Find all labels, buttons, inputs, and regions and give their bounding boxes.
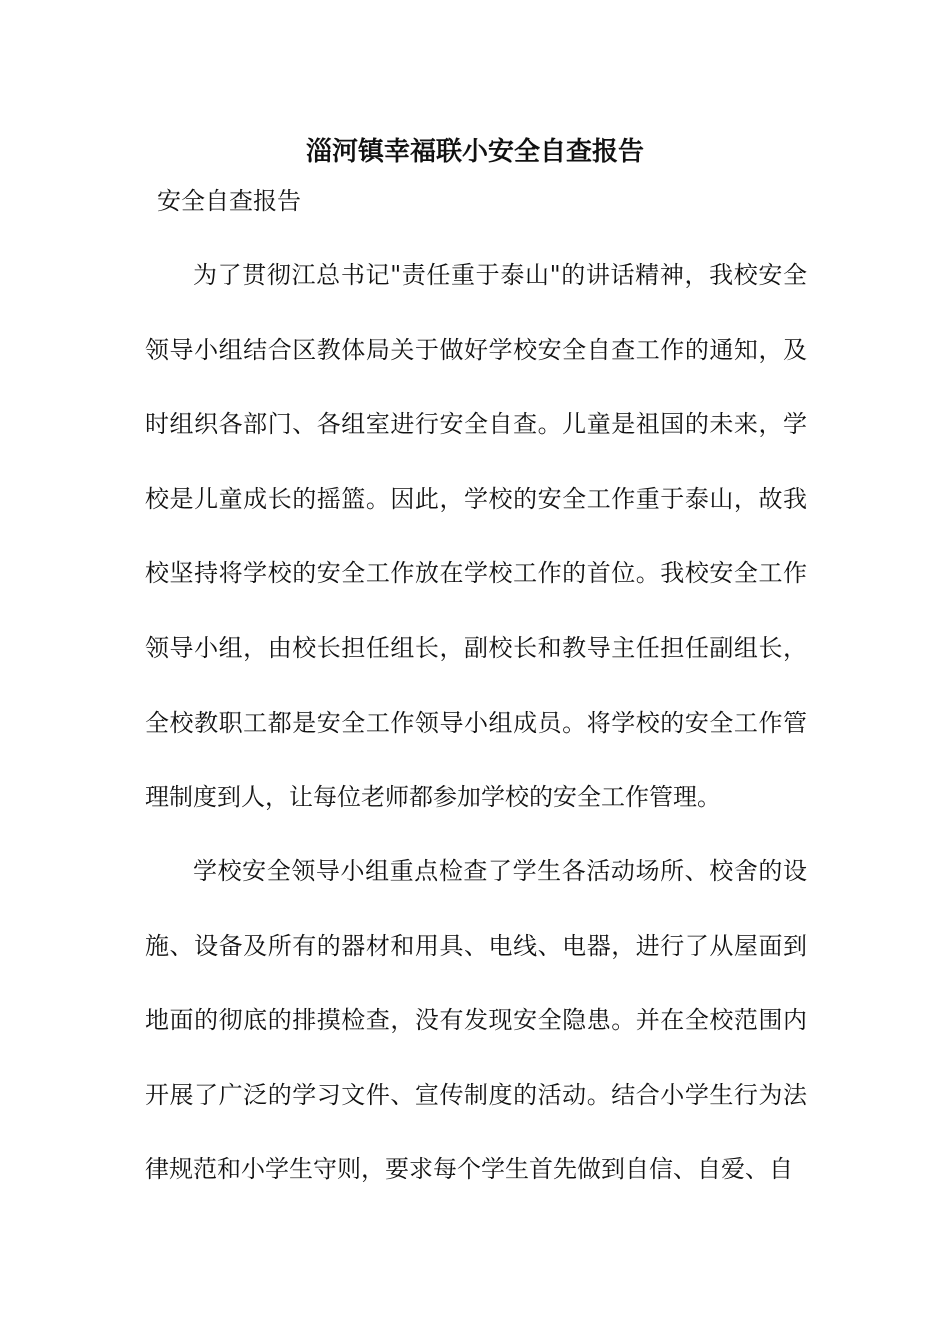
document-subtitle: 安全自查报告 [157, 187, 301, 215]
body-paragraph-1: 为了贯彻江总书记"责任重于泰山"的讲话精神，我校安全领导小组结合区教体局关于做好学校安全自查工作的通知，及时组织各部门、各组室进行安全自查。儿童是祖国的未来，学校是儿童成长的摇篮。因此，学校的安全工作重于泰山，故我校坚持将学校的安全工作放在学校工作的首位。我校安全工作领导小组，由校长担任组长，副校长和教导主任担任副组长，全校教职工都是安全工作领导小组成员。将学校的安全工作管理制度到人，让每位老师都参加学校的安全工作管理。 [145, 261, 807, 812]
body-paragraph-2: 学校安全领导小组重点检查了学生各活动场所、校舍的设施、设备及所有的器材和用具、电线、电器，进行了从屋面到地面的彻底的排摸检查，没有发现安全隐患。并在全校范围内开展了广泛的学习文件、宣传制度的活动。结合小学生行为法律规范和小学生守则，要求每个学生首先做到自信、自爱、自 [145, 857, 807, 1184]
document-title: 淄河镇幸福联小安全自查报告 [305, 137, 644, 167]
